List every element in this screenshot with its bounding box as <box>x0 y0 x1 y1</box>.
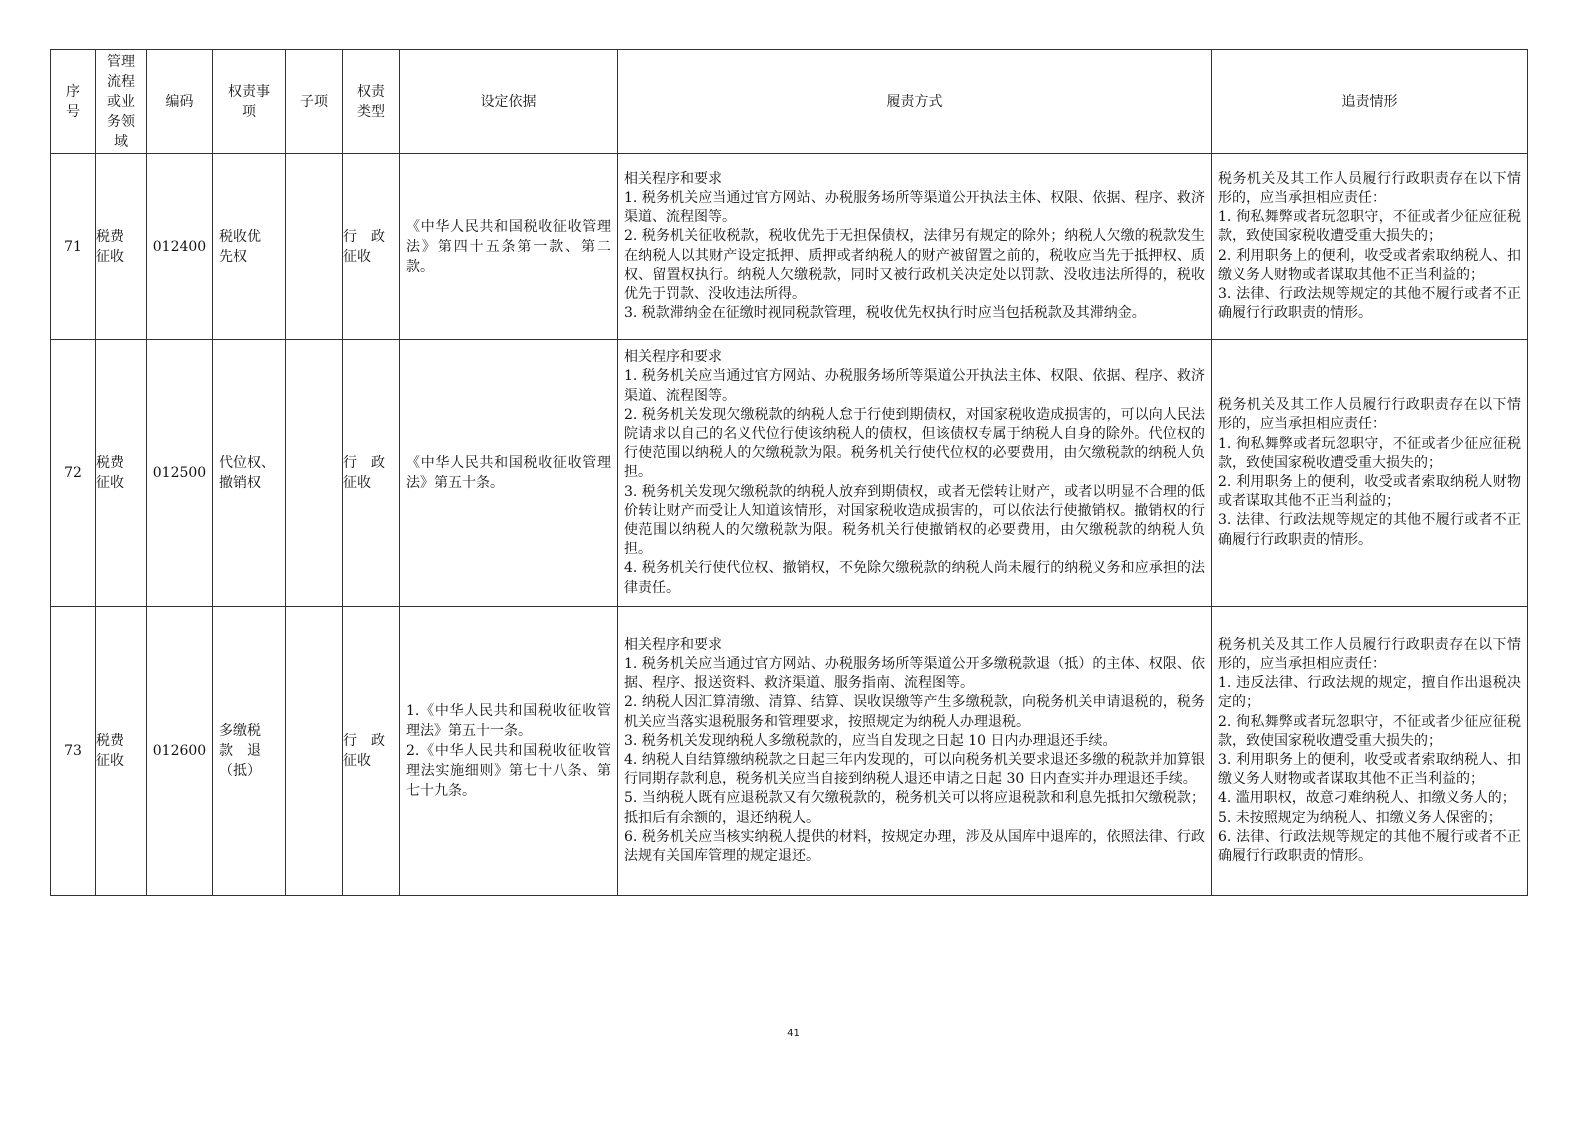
header-domain: 管理 流程 或业 务领 域 <box>96 50 147 154</box>
liability-text: 税务机关及其工作人员履行行政职责存在以下情形的，应当承担相应责任： 1. 违反法律、行政法规的规定，擅自作出退税决定的； 2. 徇私舞弊或者玩忽职守，不征或者少征应征税款，致使国家税收遭受重大损失的； 3. 利用职务上的便利，收受或者索取纳税人、扣缴义务人财物或者谋取其他不正当利益的； 4. 滥用职权，故意刁难纳税人、扣缴义务人的； 5. 未按照规定为纳税人、扣缴义务人保密的； 6. 法律、行政法规等规定的其他不履行或者不正确履行行政职责的情形。 <box>1218 636 1521 865</box>
cell-domain: 税费 征收 <box>96 340 147 607</box>
liability-text: 税务机关及其工作人员履行行政职责存在以下情形的，应当承担相应责任： 1. 徇私舞弊或者玩忽职守，不征或者少征应征税款，致使国家税收遭受重大损失的； 2. 利用职务上的便利，收受或者索取纳税人、扣缴义务人财物或者谋取其他不正当利益的； 3. 法律、行政法规等规定的其他不履行或者不正确履行行政职责的情形。 <box>1218 170 1521 322</box>
cell-domain: 税费 征收 <box>96 607 147 896</box>
cell-item: 税收优 先权 <box>213 154 286 340</box>
cell-code: 012500 <box>147 340 213 607</box>
cell-seq: 71 <box>51 154 96 340</box>
responsibility-table <box>50 49 1528 896</box>
cell-type: 行 政 征收 <box>343 340 400 607</box>
cell-type: 行 政 征收 <box>343 607 400 896</box>
cell-basis: 1.《中华人民共和国税收征收管理法》第五十一条。 2.《中华人民共和国税收征收管理法实施细则》第七十八条、第七十九条。 <box>400 607 618 896</box>
cell-liability <box>1212 340 1528 607</box>
cell-type: 行 政 征收 <box>343 154 400 340</box>
liability-text: 税务机关及其工作人员履行行政职责存在以下情形的，应当承担相应责任： 1. 徇私舞弊或者玩忽职守，不征或者少征应征税款，致使国家税收遭受重大损失的； 2. 利用职务上的便利，收受或者索取纳税人财物或者谋取其他不正当利益的； 3. 法律、行政法规等规定的其他不履行或者不正确履行行政职责的情形。 <box>1218 397 1521 548</box>
cell-sub <box>286 154 343 340</box>
cell-method <box>618 154 1212 340</box>
cell-item: 多缴税 款 退 （抵） <box>213 607 286 896</box>
cell-liability <box>1212 607 1528 896</box>
cell-seq: 73 <box>51 607 96 896</box>
cell-code: 012400 <box>147 154 213 340</box>
header-sub: 子项 <box>286 50 343 154</box>
cell-method <box>618 340 1212 607</box>
method-text: 相关程序和要求 1. 税务机关应当通过官方网站、办税服务场所等渠道公开执法主体、权限、依据、程序、救济渠道、流程图等。 2. 税务机关发现欠缴税款的纳税人怠于行使到期债权，对国家税收造成损害的，可以向人民法院请求以自己的名义代位行使该纳税人的债权，但该债权专属于纳税人自身的除外。代位权的行使范围以纳税人的欠缴税款为限。税务机关行使代位权的必要费用，由欠缴税款的纳税人负担。 3. 税务机关发现欠缴税款的纳税人放弃到期债权，或者无偿转让财产，或者以明显不合理的低价转让财产而受让人知道该情形，对国家税收造成损害的，可以依法行使撤销权。撤销权的行使范围以纳税人的欠缴税款为限。税务机关行使撤销权的必要费用，由欠缴税款的纳税人负担。 4. 税务机关行使代位权、撤销权，不免除欠缴税款的纳税人尚未履行的纳税义务和应承担的法律责任。 <box>624 349 1205 596</box>
cell-code: 012600 <box>147 607 213 896</box>
cell-seq: 72 <box>51 340 96 607</box>
header-seq: 序 号 <box>51 50 96 154</box>
cell-sub <box>286 340 343 607</box>
method-text: 相关程序和要求 1. 税务机关应当通过官方网站、办税服务场所等渠道公开多缴税款退（抵）的主体、权限、依据、程序、报送资料、救济渠道、服务指南、流程图等。 2. 纳税人因汇算清缴、清算、结算、误收误缴等产生多缴税款，向税务机关申请退税的，税务机关应当落实退税服务和管理要求，按照规定为纳税人办理退税。 3. 税务机关发现纳税人多缴税款的，应当自发现之日起 10 日内办理退还手续。 4. 纳税人自结算缴纳税款之日起三年内发现的，可以向税务机关要求退还多缴的税款并加算银行同期存款利息，税务机关应当自接到纳税人退还申请之日起 30 日内查实并办理退还手续。 5. 当纳税人既有应退税款又有欠缴税款的，税务机关可以将应退税款和利息先抵扣欠缴税款；抵扣后有余额的，退还纳税人。 6. 税务机关应当核实纳税人提供的材料，按规定办理，涉及从国库中退库的，依照法律、行政法规有关国库管理的规定退还。 <box>624 636 1205 865</box>
method-text: 相关程序和要求 1. 税务机关应当通过官方网站、办税服务场所等渠道公开执法主体、权限、依据、程序、救济渠道、流程图等。 2. 税务机关征收税款，税收优先于无担保债权，法律另有规定的除外；纳税人欠缴的税款发生在纳税人以其财产设定抵押、质押或者纳税人的财产被留置之前的，税收应当先于抵押权、质权、留置权执行。纳税人欠缴税款，同时又被行政机关决定处以罚款、没收违法所得的，税收优先于罚款、没收违法所得。 3. 税款滞纳金在征缴时视同税款管理，税收优先权执行时应当包括税款及其滞纳金。 <box>624 170 1205 322</box>
header-row <box>51 50 1528 154</box>
cell-domain: 税费 征收 <box>96 154 147 340</box>
cell-item: 代位权、 撤销权 <box>213 340 286 607</box>
cell-sub <box>286 607 343 896</box>
table-row <box>51 607 1528 896</box>
page-number: 41 <box>787 1028 800 1039</box>
header-liability: 追责情形 <box>1212 50 1528 154</box>
cell-liability <box>1212 154 1528 340</box>
header-item: 权责事 项 <box>213 50 286 154</box>
cell-basis: 《中华人民共和国税收征收管理法》第四十五条第一款、第二款。 <box>400 154 618 340</box>
table-row <box>51 154 1528 340</box>
header-type: 权责 类型 <box>343 50 400 154</box>
table-row <box>51 340 1528 607</box>
header-code: 编码 <box>147 50 213 154</box>
header-basis: 设定依据 <box>400 50 618 154</box>
cell-basis: 《中华人民共和国税收征收管理法》第五十条。 <box>400 340 618 607</box>
header-method: 履责方式 <box>618 50 1212 154</box>
cell-method <box>618 607 1212 896</box>
